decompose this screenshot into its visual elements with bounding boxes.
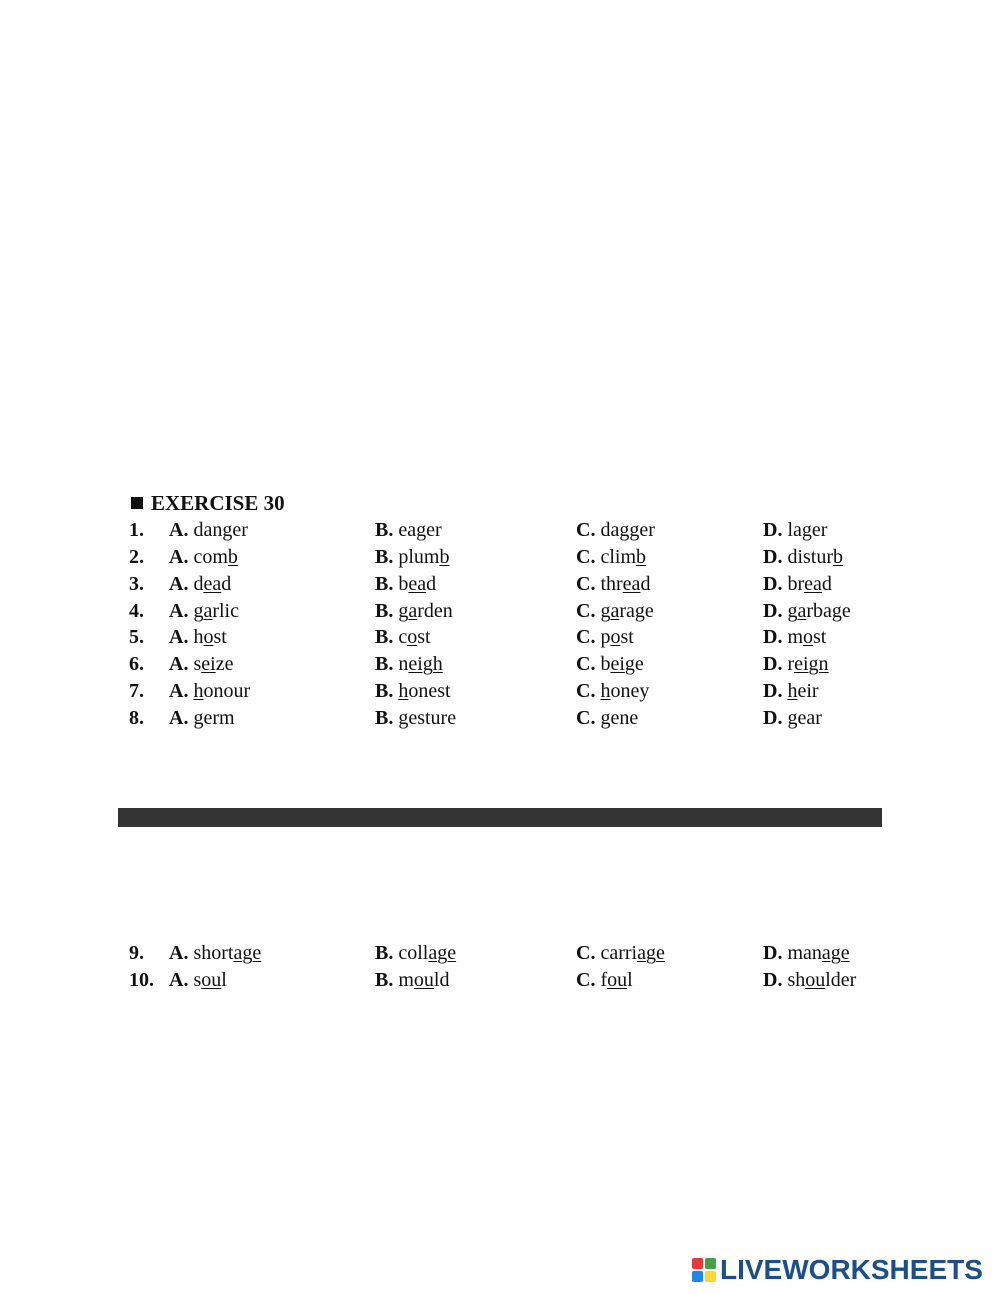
option-b: B. neigh (375, 653, 443, 675)
option-d: D. gear (763, 707, 822, 729)
question-row (0, 678, 1000, 705)
question-number: 8. (129, 707, 144, 729)
option-b: B. bead (375, 573, 437, 595)
option-a: A. garlic (169, 600, 239, 622)
option-b: B. eager (375, 519, 442, 541)
option-b: B. mould (375, 969, 450, 991)
page-divider-bar (118, 808, 882, 827)
logo-square-3 (692, 1271, 703, 1282)
option-b: B. collage (375, 942, 457, 964)
question-row (0, 544, 1000, 571)
option-d: D. shoulder (763, 969, 857, 991)
option-d: D. garbage (763, 600, 851, 622)
option-c: C. climb (576, 546, 646, 568)
option-a: A. seize (169, 653, 234, 675)
option-a: A. honour (169, 680, 251, 702)
option-c: C. gene (576, 707, 639, 729)
option-c: C. garage (576, 600, 654, 622)
question-number: 6. (129, 653, 144, 675)
logo-square-1 (692, 1258, 703, 1269)
option-a: A. comb (169, 546, 238, 568)
option-d: D. manage (763, 942, 850, 964)
question-row (0, 571, 1000, 598)
option-b: B. gesture (375, 707, 457, 729)
question-number: 1. (129, 519, 144, 541)
option-c: C. honey (576, 680, 650, 702)
square-bullet-icon (131, 497, 143, 509)
option-b: B. plumb (375, 546, 450, 568)
question-row (0, 624, 1000, 651)
option-a: A. host (169, 626, 227, 648)
question-number: 5. (129, 626, 144, 648)
question-row (0, 705, 1000, 732)
question-row (0, 517, 1000, 544)
option-c: C. thread (576, 573, 651, 595)
logo-text: LIVEWORKSHEETS (720, 1254, 983, 1285)
option-c: C. post (576, 626, 634, 648)
question-number: 7. (129, 680, 144, 702)
exercise-title: EXERCISE 30 (151, 491, 285, 515)
option-a: A. germ (169, 707, 235, 729)
question-row (0, 598, 1000, 625)
option-c: C. foul (576, 969, 633, 991)
option-d: D. most (763, 626, 827, 648)
option-a: A. danger (169, 519, 248, 541)
option-d: D. lager (763, 519, 828, 541)
option-d: D. disturb (763, 546, 844, 568)
question-row (0, 940, 1000, 967)
option-b: B. garden (375, 600, 453, 622)
option-b: B. honest (375, 680, 451, 702)
option-d: D. reign (763, 653, 829, 675)
option-b: B. cost (375, 626, 431, 648)
question-row (0, 651, 1000, 678)
question-number: 3. (129, 573, 144, 595)
question-number: 2. (129, 546, 144, 568)
option-c: C. carriage (576, 942, 665, 964)
logo-square-4 (705, 1271, 716, 1282)
question-number: 4. (129, 600, 144, 622)
option-c: C. dagger (576, 519, 655, 541)
option-d: D. heir (763, 680, 819, 702)
liveworksheets-logo (692, 1254, 983, 1286)
option-c: C. beige (576, 653, 644, 675)
question-row (0, 967, 1000, 994)
option-a: A. dead (169, 573, 232, 595)
option-d: D. bread (763, 573, 832, 595)
option-a: A. soul (169, 969, 227, 991)
option-a: A. shortage (169, 942, 262, 964)
logo-square-2 (705, 1258, 716, 1269)
question-number: 9. (129, 942, 144, 964)
question-number: 10. (129, 969, 154, 991)
logo-squares-icon (692, 1258, 716, 1282)
exercise-heading (131, 490, 285, 516)
